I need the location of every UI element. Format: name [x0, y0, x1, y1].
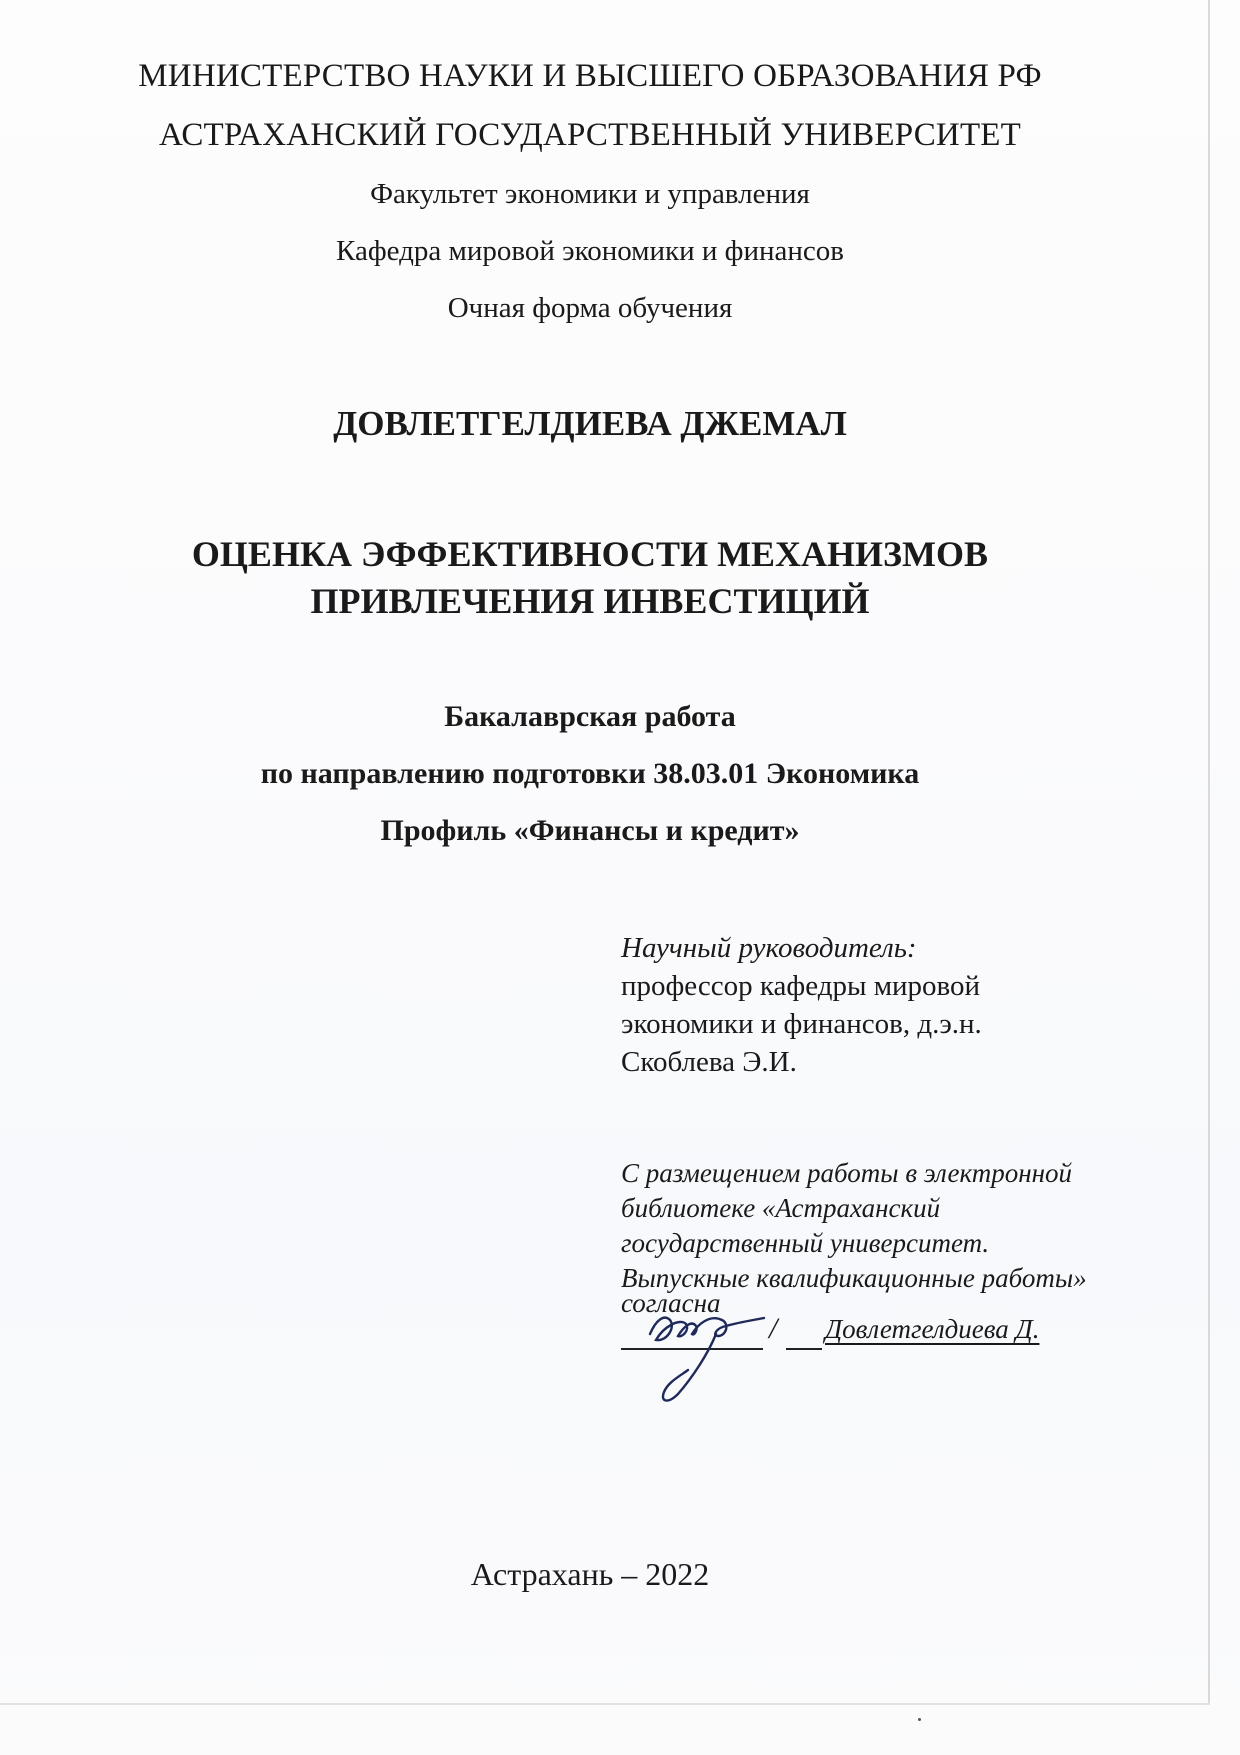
- work-type: Бакалаврская работа: [444, 700, 736, 733]
- work-profile: Профиль «Финансы и кредит»: [380, 814, 800, 847]
- handwritten-signature: [630, 1290, 770, 1410]
- consent-line-2: библиотеке «Астраханский: [621, 1193, 941, 1223]
- thesis-title-line-1: ОЦЕНКА ЭФФЕКТИВНОСТИ МЕХАНИЗМОВ: [191, 534, 989, 574]
- consent-line-4: Выпускные квалификационные работы»: [621, 1263, 1087, 1293]
- ministry-line: МИНИСТЕРСТВО НАУКИ И ВЫСШЕГО ОБРАЗОВАНИЯ РФ: [138, 58, 1042, 94]
- university-line: АСТРАХАНСКИЙ ГОСУДАРСТВЕННЫЙ УНИВЕРСИТЕТ: [158, 117, 1022, 153]
- consent-line-1: С размещением работы в электронной: [621, 1158, 1073, 1188]
- signer-name: Довлетгелдиева Д.: [825, 1314, 1040, 1344]
- author-name: ДОВЛЕТГЕЛДИЕВА ДЖЕМАЛ: [333, 404, 847, 443]
- supervisor-position-1: профессор кафедры мировой: [621, 970, 981, 1002]
- department-line: Кафедра мировой экономики и финансов: [336, 235, 844, 267]
- study-form-line: Очная форма обучения: [447, 292, 733, 324]
- name-underline-lead: [786, 1348, 822, 1350]
- scan-speck: [918, 1718, 921, 1721]
- work-direction: по направлению подготовки 38.03.01 Экономика: [260, 757, 920, 790]
- supervisor-position-2: экономики и финансов, д.э.н.: [621, 1008, 982, 1040]
- supervisor-name: Скоблева Э.И.: [621, 1046, 797, 1078]
- faculty-line: Факультет экономики и управления: [370, 178, 810, 210]
- signature-slash: /: [769, 1312, 778, 1345]
- consent-line-5: согласна: [621, 1288, 721, 1318]
- consent-line-3: государственный университет.: [621, 1228, 990, 1258]
- scan-edge-right: [1208, 0, 1210, 1705]
- scan-edge-bottom: [0, 1703, 1210, 1705]
- city-year: Астрахань – 2022: [470, 1556, 710, 1592]
- supervisor-caption: Научный руководитель:: [621, 932, 917, 964]
- thesis-title-line-2: ПРИВЛЕЧЕНИЯ ИНВЕСТИЦИЙ: [310, 581, 870, 621]
